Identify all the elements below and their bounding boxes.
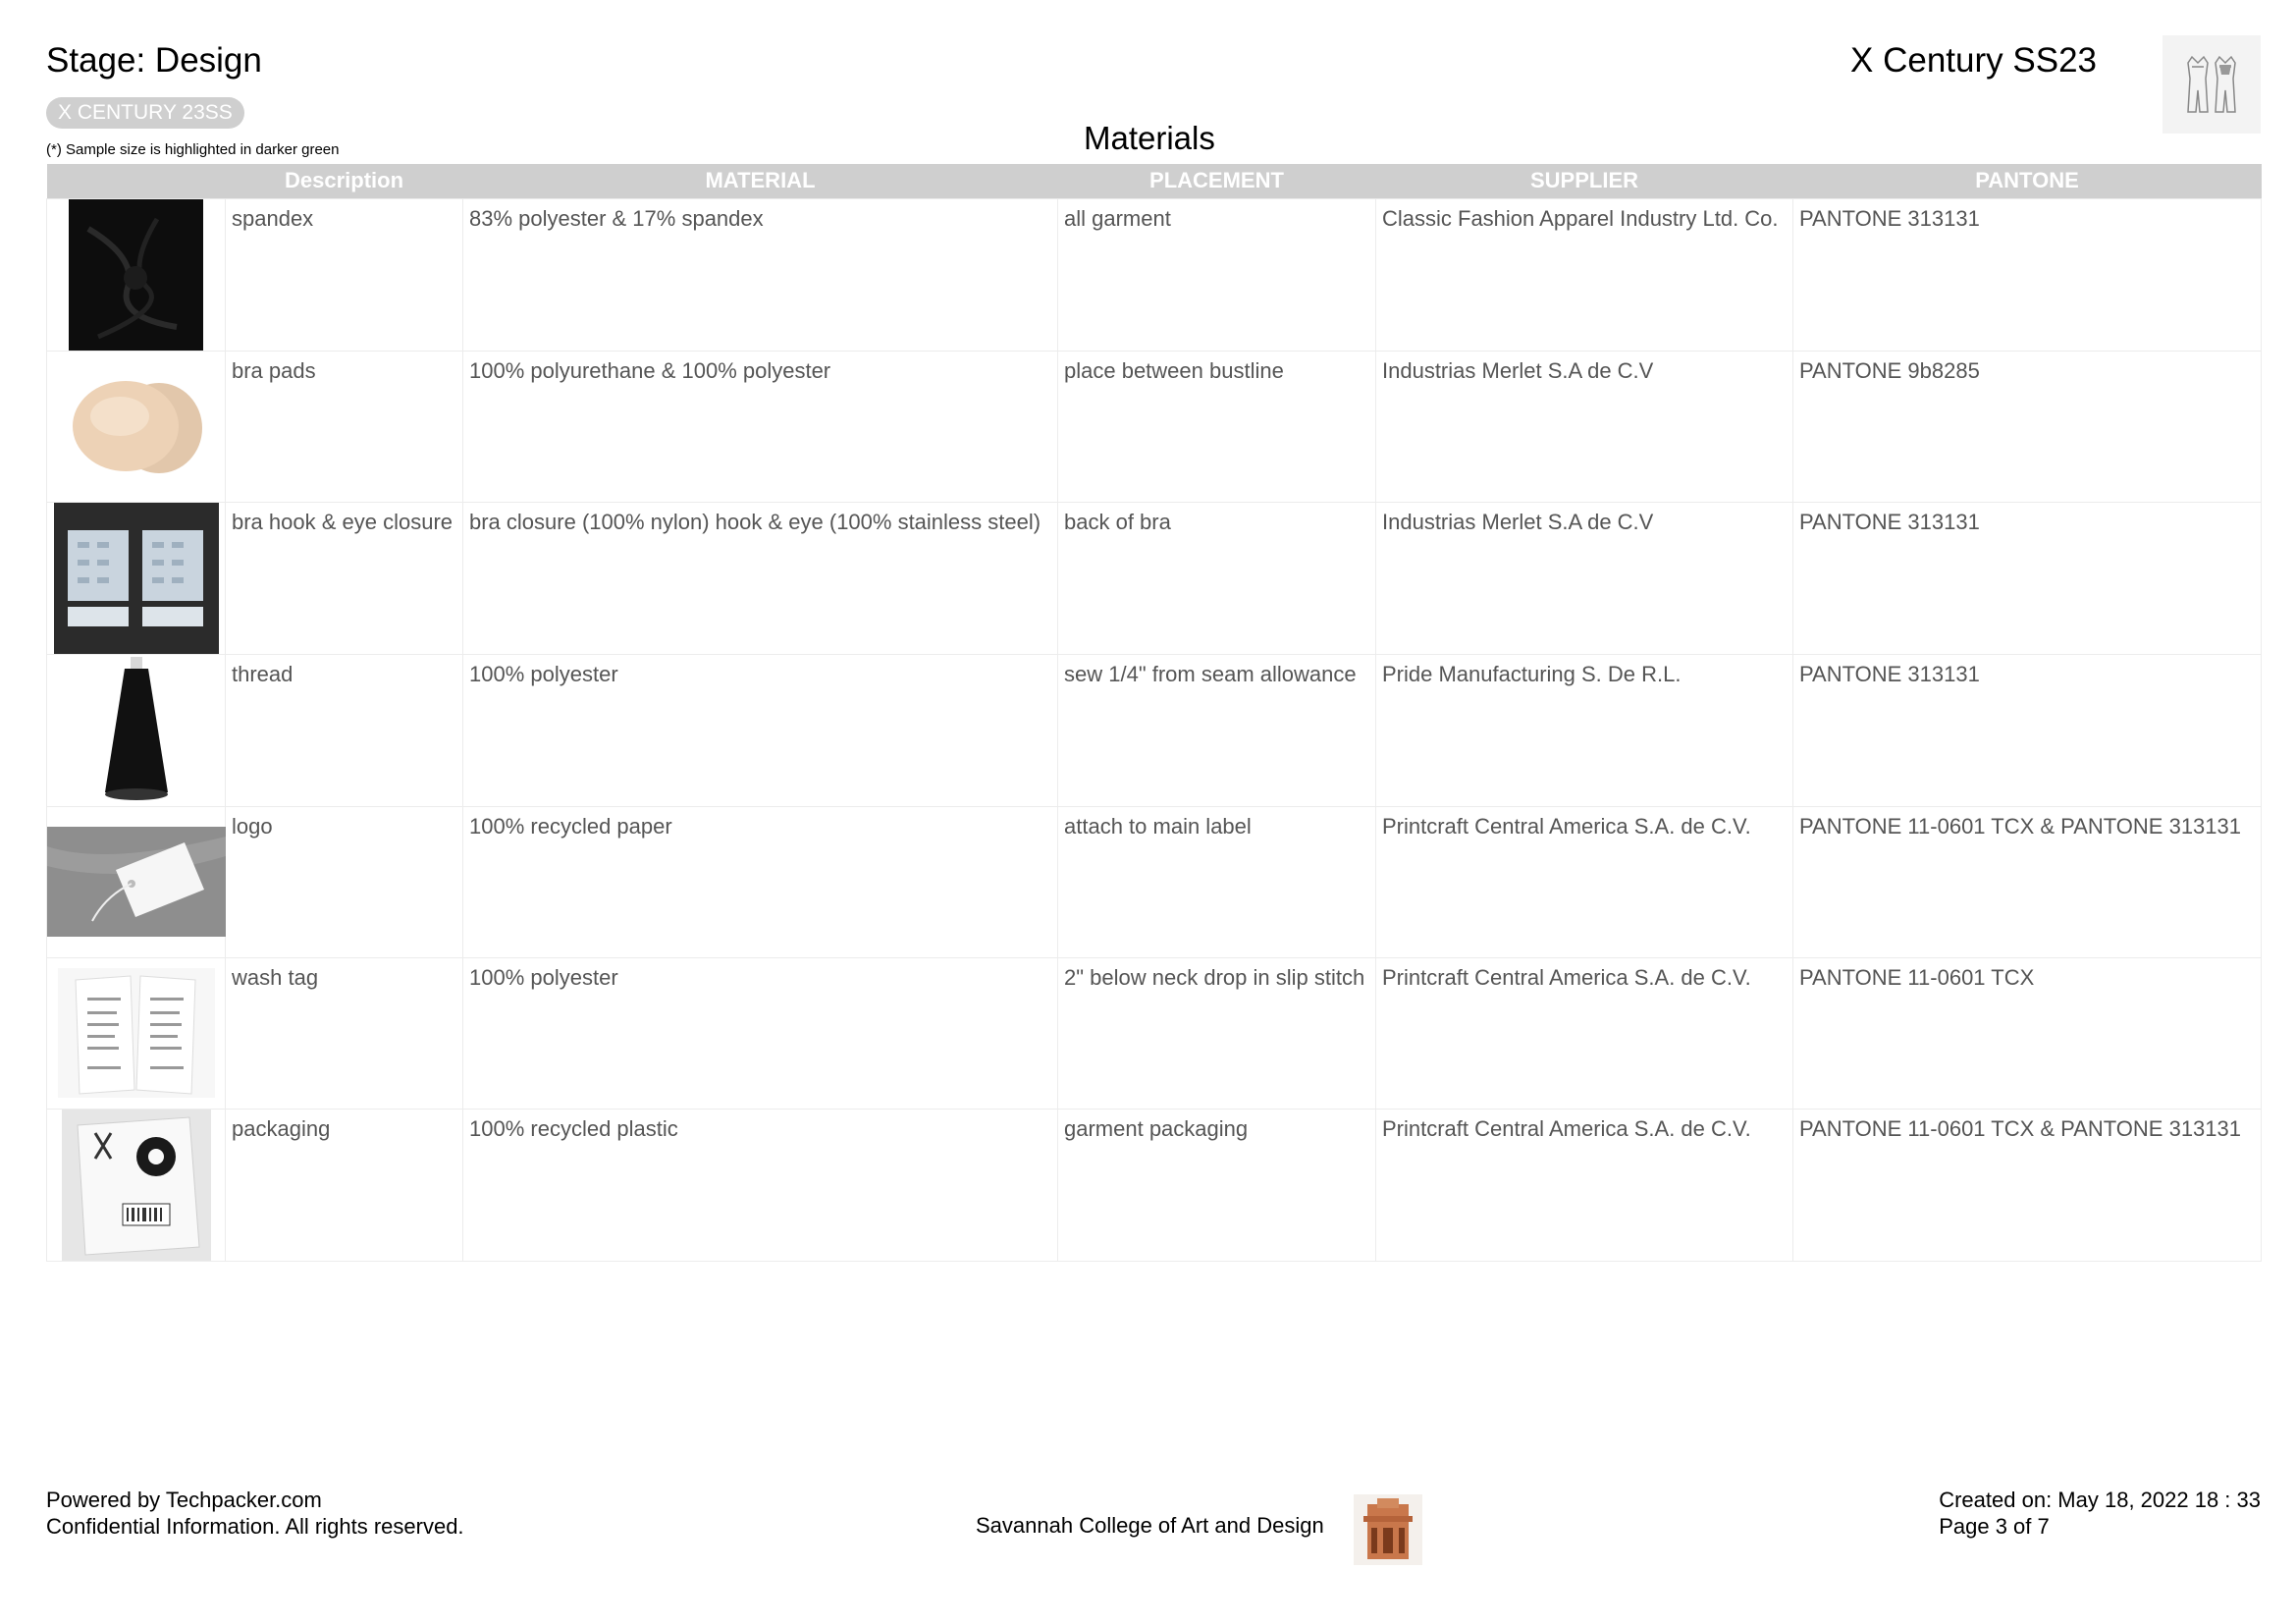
supplier-cell: Printcraft Central America S.A. de C.V. <box>1376 806 1793 957</box>
supplier-cell: Industrias Merlet S.A de C.V <box>1376 351 1793 502</box>
material-thumbnail-cell <box>47 351 226 502</box>
description-cell: packaging <box>226 1109 463 1261</box>
garment-sketch-thumbnail <box>2163 35 2261 134</box>
supplier-cell: Classic Fashion Apparel Industry Ltd. Co. <box>1376 198 1793 351</box>
material-cell: 100% polyester <box>463 957 1058 1109</box>
supplier-cell: Printcraft Central America S.A. de C.V. <box>1376 957 1793 1109</box>
placement-cell: attach to main label <box>1058 806 1376 957</box>
section-title: Materials <box>1084 120 1215 156</box>
stage-title: Stage: Design <box>46 41 262 80</box>
confidential-text: Confidential Information. All rights reserved. <box>46 1514 464 1539</box>
packaging-bag-icon <box>62 1110 211 1261</box>
pantone-cell: PANTONE 11-0601 TCX <box>1793 957 2262 1109</box>
bra-pads-icon <box>63 367 210 485</box>
column-header-supplier: SUPPLIER <box>1376 164 1793 198</box>
page-number: Page 3 of 7 <box>1939 1514 2050 1539</box>
material-cell: 100% polyurethane & 100% polyester <box>463 351 1058 502</box>
description-cell: wash tag <box>226 957 463 1109</box>
thread-spool-icon <box>87 655 186 806</box>
material-cell: 83% polyester & 17% spandex <box>463 198 1058 351</box>
column-header-placement: PLACEMENT <box>1058 164 1376 198</box>
table-row <box>47 957 2262 1109</box>
powered-by-text: Powered by Techpacker.com <box>46 1488 322 1512</box>
material-thumbnail-cell <box>47 806 226 957</box>
column-header-pantone: PANTONE <box>1793 164 2262 198</box>
table-row <box>47 654 2262 806</box>
supplier-cell: Pride Manufacturing S. De R.L. <box>1376 654 1793 806</box>
material-cell: 100% recycled plastic <box>463 1109 1058 1261</box>
sample-size-note: (*) Sample size is highlighted in darker green <box>46 141 340 158</box>
pantone-cell: PANTONE 11-0601 TCX & PANTONE 313131 <box>1793 1109 2262 1261</box>
description-cell: thread <box>226 654 463 806</box>
material-thumbnail-cell <box>47 502 226 654</box>
material-thumbnail-cell <box>47 1109 226 1261</box>
wash-tag-icon <box>58 968 215 1098</box>
material-cell: bra closure (100% nylon) hook & eye (100% stainless steel) <box>463 502 1058 654</box>
placement-cell: back of bra <box>1058 502 1376 654</box>
material-thumbnail-cell <box>47 957 226 1109</box>
placement-cell: garment packaging <box>1058 1109 1376 1261</box>
placement-cell: sew 1/4" from seam allowance <box>1058 654 1376 806</box>
collection-title: X Century SS23 <box>1850 41 2097 80</box>
placement-cell: all garment <box>1058 198 1376 351</box>
supplier-cell: Industrias Merlet S.A de C.V <box>1376 502 1793 654</box>
created-date: Created on: May 18, 2022 18 : 33 <box>1939 1488 2261 1512</box>
column-header-material: MATERIAL <box>463 164 1058 198</box>
black-fabric-swatch-icon <box>69 199 203 351</box>
pantone-cell: PANTONE 11-0601 TCX & PANTONE 313131 <box>1793 806 2262 957</box>
footer-right <box>1939 1487 2261 1540</box>
table-row <box>47 502 2262 654</box>
hook-eye-closure-icon <box>54 503 219 654</box>
table-row <box>47 351 2262 502</box>
pantone-cell: PANTONE 313131 <box>1793 198 2262 351</box>
footer-left <box>46 1487 464 1540</box>
column-header-description: Description <box>226 164 463 198</box>
table-row <box>47 1109 2262 1261</box>
supplier-cell: Printcraft Central America S.A. de C.V. <box>1376 1109 1793 1261</box>
description-cell: bra pads <box>226 351 463 502</box>
table-header-row <box>47 164 2262 198</box>
material-cell: 100% recycled paper <box>463 806 1058 957</box>
table-row <box>47 198 2262 351</box>
material-thumbnail-cell <box>47 198 226 351</box>
school-name: Savannah College of Art and Design <box>976 1513 1324 1538</box>
hang-tag-icon <box>47 827 226 937</box>
pantone-cell: PANTONE 9b8285 <box>1793 351 2262 502</box>
placement-cell: place between bustline <box>1058 351 1376 502</box>
column-header-image <box>47 164 226 198</box>
description-cell: logo <box>226 806 463 957</box>
pantone-cell: PANTONE 313131 <box>1793 654 2262 806</box>
materials-table <box>46 164 2262 1262</box>
material-thumbnail-cell <box>47 654 226 806</box>
material-cell: 100% polyester <box>463 654 1058 806</box>
season-badge: X CENTURY 23SS <box>46 97 244 129</box>
table-row <box>47 806 2262 957</box>
school-building-icon <box>1354 1494 1422 1565</box>
placement-cell: 2" below neck drop in slip stitch <box>1058 957 1376 1109</box>
description-cell: bra hook & eye closure <box>226 502 463 654</box>
pantone-cell: PANTONE 313131 <box>1793 502 2262 654</box>
description-cell: spandex <box>226 198 463 351</box>
